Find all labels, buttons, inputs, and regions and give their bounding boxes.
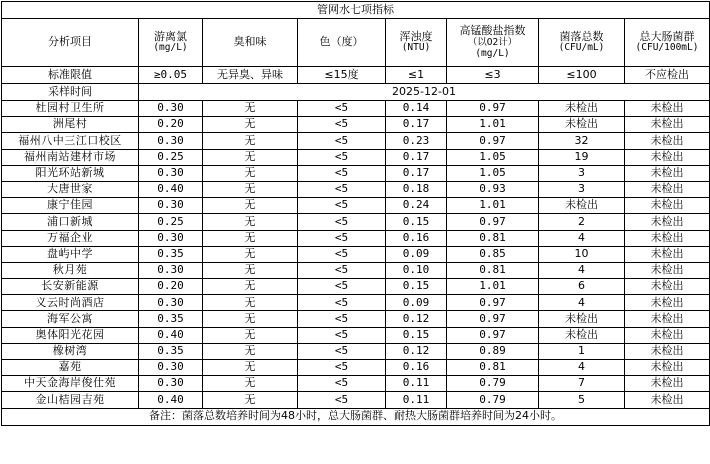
color-value: <5 — [298, 133, 386, 149]
table-row — [2, 133, 710, 149]
odor-value: 无 — [203, 101, 298, 117]
coliform-value: 未检出 — [625, 181, 710, 197]
turbidity-value: 0.15 — [386, 279, 447, 295]
site-name: 义云时尚酒店 — [2, 295, 139, 311]
table-row — [2, 149, 710, 165]
table-row — [2, 392, 710, 408]
permanganate-value: 0.97 — [447, 311, 539, 327]
color-value: <5 — [298, 181, 386, 197]
free-chlorine-value: 0.25 — [139, 149, 203, 165]
free-chlorine-value: 0.30 — [139, 133, 203, 149]
odor-value: 无 — [203, 262, 298, 278]
table-row — [2, 327, 710, 343]
free-chlorine-value: 0.35 — [139, 246, 203, 262]
permanganate-value: 0.81 — [447, 360, 539, 376]
header-color: 色（度） — [298, 19, 386, 67]
site-name: 阳光环站新城 — [2, 165, 139, 181]
color-value: <5 — [298, 392, 386, 408]
permanganate-value: 0.97 — [447, 327, 539, 343]
permanganate-value: 1.01 — [447, 198, 539, 214]
table-title: 管网水七项指标 — [2, 2, 710, 19]
turbidity-value: 0.16 — [386, 230, 447, 246]
coliform-value: 未检出 — [625, 343, 710, 359]
turbidity-value: 0.09 — [386, 295, 447, 311]
bacteria-count-value: 5 — [539, 392, 625, 408]
table-row — [2, 295, 710, 311]
odor-value: 无 — [203, 149, 298, 165]
turbidity-value: 0.23 — [386, 133, 447, 149]
header-row — [2, 19, 710, 67]
bacteria-count-value: 未检出 — [539, 198, 625, 214]
site-name: 秋月苑 — [2, 262, 139, 278]
header-turbidity: 浑浊度 (NTU) — [386, 19, 447, 67]
coliform-value: 未检出 — [625, 214, 710, 230]
odor-value: 无 — [203, 133, 298, 149]
free-chlorine-value: 0.30 — [139, 165, 203, 181]
bacteria-count-value: 7 — [539, 376, 625, 392]
water-quality-table — [1, 1, 710, 426]
permanganate-value: 1.05 — [447, 165, 539, 181]
standard-value: ≥0.05 — [139, 67, 203, 84]
color-value: <5 — [298, 230, 386, 246]
standard-value: 无异臭、异味 — [203, 67, 298, 84]
standard-value: ≤15度 — [298, 67, 386, 84]
permanganate-value: 0.97 — [447, 133, 539, 149]
bacteria-count-value: 3 — [539, 165, 625, 181]
free-chlorine-value: 0.30 — [139, 295, 203, 311]
color-value: <5 — [298, 262, 386, 278]
bacteria-count-value: 2 — [539, 214, 625, 230]
permanganate-value: 0.85 — [447, 246, 539, 262]
site-name: 福州八中三江口校区 — [2, 133, 139, 149]
bacteria-count-value: 6 — [539, 279, 625, 295]
header-permanganate: 高锰酸盐指数 （以O2计） (mg/L) — [447, 19, 539, 67]
color-value: <5 — [298, 214, 386, 230]
odor-value: 无 — [203, 181, 298, 197]
free-chlorine-value: 0.30 — [139, 262, 203, 278]
odor-value: 无 — [203, 327, 298, 343]
free-chlorine-value: 0.30 — [139, 360, 203, 376]
turbidity-value: 0.18 — [386, 181, 447, 197]
standard-value: 不应检出 — [625, 67, 710, 84]
bacteria-count-value: 4 — [539, 295, 625, 311]
table-row — [2, 279, 710, 295]
standard-value: ≤1 — [386, 67, 447, 84]
header-odor: 臭和味 — [203, 19, 298, 67]
permanganate-value: 0.97 — [447, 101, 539, 117]
table-row — [2, 360, 710, 376]
turbidity-value: 0.24 — [386, 198, 447, 214]
sampling-label: 采样时间 — [2, 84, 139, 101]
bacteria-count-value: 4 — [539, 230, 625, 246]
coliform-value: 未检出 — [625, 376, 710, 392]
coliform-value: 未检出 — [625, 149, 710, 165]
color-value: <5 — [298, 360, 386, 376]
coliform-value: 未检出 — [625, 392, 710, 408]
bacteria-count-value: 未检出 — [539, 327, 625, 343]
standard-row — [2, 67, 710, 84]
color-value: <5 — [298, 343, 386, 359]
free-chlorine-value: 0.40 — [139, 327, 203, 343]
turbidity-value: 0.15 — [386, 214, 447, 230]
permanganate-value: 0.93 — [447, 181, 539, 197]
odor-value: 无 — [203, 376, 298, 392]
table-row — [2, 262, 710, 278]
site-name: 长安新能源 — [2, 279, 139, 295]
coliform-value: 未检出 — [625, 133, 710, 149]
bacteria-count-value: 未检出 — [539, 101, 625, 117]
header-item: 分析项目 — [2, 19, 139, 67]
coliform-value: 未检出 — [625, 295, 710, 311]
permanganate-value: 0.81 — [447, 262, 539, 278]
odor-value: 无 — [203, 198, 298, 214]
bacteria-count-value: 4 — [539, 360, 625, 376]
site-name: 大唐世家 — [2, 181, 139, 197]
table-row — [2, 230, 710, 246]
coliform-value: 未检出 — [625, 198, 710, 214]
header-bacteria-count: 菌落总数 (CFU/mL) — [539, 19, 625, 67]
bacteria-count-value: 10 — [539, 246, 625, 262]
odor-value: 无 — [203, 279, 298, 295]
table-row — [2, 246, 710, 262]
coliform-value: 未检出 — [625, 327, 710, 343]
odor-value: 无 — [203, 295, 298, 311]
color-value: <5 — [298, 165, 386, 181]
table-row — [2, 311, 710, 327]
color-value: <5 — [298, 327, 386, 343]
standard-value: ≤3 — [447, 67, 539, 84]
odor-value: 无 — [203, 311, 298, 327]
free-chlorine-value: 0.30 — [139, 376, 203, 392]
color-value: <5 — [298, 117, 386, 133]
color-value: <5 — [298, 279, 386, 295]
coliform-value: 未检出 — [625, 165, 710, 181]
free-chlorine-value: 0.30 — [139, 101, 203, 117]
turbidity-value: 0.09 — [386, 246, 447, 262]
free-chlorine-value: 0.25 — [139, 214, 203, 230]
bacteria-count-value: 未检出 — [539, 117, 625, 133]
site-name: 中天金海岸俊仕苑 — [2, 376, 139, 392]
site-name: 盘屿中学 — [2, 246, 139, 262]
odor-value: 无 — [203, 117, 298, 133]
color-value: <5 — [298, 149, 386, 165]
table-row — [2, 181, 710, 197]
permanganate-value: 1.01 — [447, 117, 539, 133]
bacteria-count-value: 4 — [539, 262, 625, 278]
free-chlorine-value: 0.40 — [139, 181, 203, 197]
table-row — [2, 117, 710, 133]
coliform-value: 未检出 — [625, 230, 710, 246]
permanganate-value: 0.97 — [447, 295, 539, 311]
color-value: <5 — [298, 311, 386, 327]
color-value: <5 — [298, 101, 386, 117]
site-name: 橡树湾 — [2, 343, 139, 359]
odor-value: 无 — [203, 360, 298, 376]
bacteria-count-value: 32 — [539, 133, 625, 149]
turbidity-value: 0.10 — [386, 262, 447, 278]
odor-value: 无 — [203, 230, 298, 246]
standard-label: 标准限值 — [2, 67, 139, 84]
coliform-value: 未检出 — [625, 246, 710, 262]
turbidity-value: 0.17 — [386, 149, 447, 165]
table-row — [2, 376, 710, 392]
turbidity-value: 0.12 — [386, 343, 447, 359]
site-name: 杜园村卫生所 — [2, 101, 139, 117]
coliform-value: 未检出 — [625, 262, 710, 278]
turbidity-value: 0.16 — [386, 360, 447, 376]
bacteria-count-value: 3 — [539, 181, 625, 197]
footnote: 备注：菌落总数培养时间为48小时，总大肠菌群、耐热大肠菌群培养时间为24小时。 — [2, 408, 710, 425]
free-chlorine-value: 0.30 — [139, 230, 203, 246]
turbidity-value: 0.14 — [386, 101, 447, 117]
table-row — [2, 198, 710, 214]
water-quality-report — [0, 1, 710, 464]
color-value: <5 — [298, 295, 386, 311]
color-value: <5 — [298, 246, 386, 262]
coliform-value: 未检出 — [625, 360, 710, 376]
table-row — [2, 343, 710, 359]
permanganate-value: 0.79 — [447, 392, 539, 408]
standard-value: ≤100 — [539, 67, 625, 84]
permanganate-value: 0.89 — [447, 343, 539, 359]
bacteria-count-value: 未检出 — [539, 311, 625, 327]
free-chlorine-value: 0.20 — [139, 117, 203, 133]
permanganate-value: 0.97 — [447, 214, 539, 230]
table-row — [2, 165, 710, 181]
turbidity-value: 0.12 — [386, 311, 447, 327]
site-name: 金山桔园吉苑 — [2, 392, 139, 408]
odor-value: 无 — [203, 392, 298, 408]
color-value: <5 — [298, 376, 386, 392]
odor-value: 无 — [203, 246, 298, 262]
table-row — [2, 214, 710, 230]
coliform-value: 未检出 — [625, 117, 710, 133]
free-chlorine-value: 0.30 — [139, 198, 203, 214]
sampling-row — [2, 84, 710, 101]
odor-value: 无 — [203, 343, 298, 359]
odor-value: 无 — [203, 165, 298, 181]
note-row — [2, 408, 710, 425]
site-name: 奥体阳光花园 — [2, 327, 139, 343]
site-name: 浦口新城 — [2, 214, 139, 230]
site-name: 嘉苑 — [2, 360, 139, 376]
permanganate-value: 0.79 — [447, 376, 539, 392]
color-value: <5 — [298, 198, 386, 214]
site-name: 海军公寓 — [2, 311, 139, 327]
bacteria-count-value: 1 — [539, 343, 625, 359]
site-name: 福州南站建材市场 — [2, 149, 139, 165]
site-name: 洲尾村 — [2, 117, 139, 133]
sampling-date: 2025-12-01 — [139, 84, 710, 101]
turbidity-value: 0.15 — [386, 327, 447, 343]
site-name: 康宁佳园 — [2, 198, 139, 214]
coliform-value: 未检出 — [625, 101, 710, 117]
header-coliform: 总大肠菌群 (CFU/100mL) — [625, 19, 710, 67]
permanganate-value: 1.01 — [447, 279, 539, 295]
title-row — [2, 2, 710, 19]
turbidity-value: 0.17 — [386, 117, 447, 133]
site-name: 万福企业 — [2, 230, 139, 246]
free-chlorine-value: 0.35 — [139, 311, 203, 327]
turbidity-value: 0.11 — [386, 392, 447, 408]
coliform-value: 未检出 — [625, 279, 710, 295]
turbidity-value: 0.17 — [386, 165, 447, 181]
coliform-value: 未检出 — [625, 311, 710, 327]
permanganate-value: 0.81 — [447, 230, 539, 246]
table-row — [2, 101, 710, 117]
turbidity-value: 0.11 — [386, 376, 447, 392]
permanganate-value: 1.05 — [447, 149, 539, 165]
odor-value: 无 — [203, 214, 298, 230]
free-chlorine-value: 0.35 — [139, 343, 203, 359]
header-free-chlorine: 游离氯 (mg/L) — [139, 19, 203, 67]
free-chlorine-value: 0.40 — [139, 392, 203, 408]
free-chlorine-value: 0.20 — [139, 279, 203, 295]
bacteria-count-value: 19 — [539, 149, 625, 165]
